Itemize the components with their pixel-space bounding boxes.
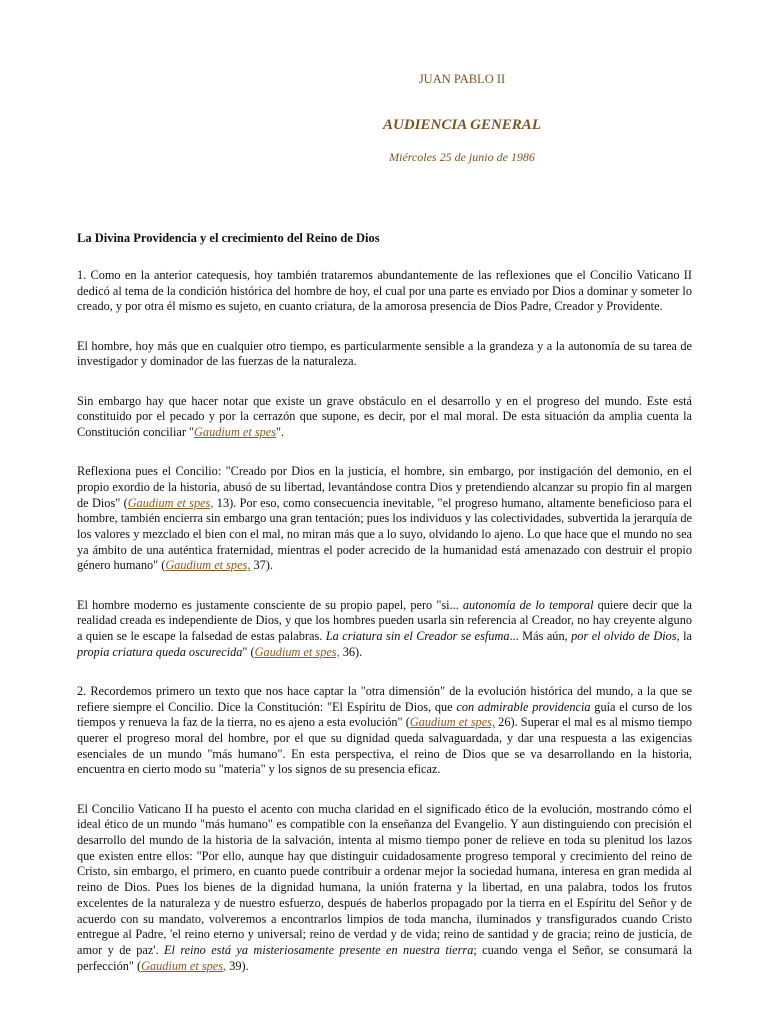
paragraph-7: [77, 802, 692, 975]
text-run: 2. Recordemos primero un texto que nos hace captar la "otra dimensión" de la evolución histórica del mundo, a la que se refiere siempre el Concilio. Dice la Constitución: "El Espíritu de Dios, que: [77, 683, 692, 714]
document-title: AUDIENCIA GENERAL: [383, 117, 541, 133]
gaudium-et-spes-link[interactable]: Gaudium et spes,: [409, 715, 496, 730]
paragraph-4: [77, 464, 692, 574]
text-run: " (: [242, 644, 255, 659]
text-run: 13). Por eso, como consecuencia inevitable, "el progreso humano, altamente beneficioso para el hombre, también encierra sin embargo una gran tentación; pues los individuos y las colectividades, subvertida la jerarquía de los valores y mezclado el bien con el mal, no miran más que a lo suyo, olvidando lo ajeno. Lo que hace que el mundo no sea ya ámbito de una auténtica fraternidad, mientras el poder acrecido de la humanidad está amenazado con destruir el propio género humano" (: [77, 495, 692, 573]
italic-run: El reino está ya misteriosamente presente en nuestra tierra: [163, 942, 474, 957]
paragraph-1: 1. Como en la anterior catequesis, hoy también trataremos abundantemente de las reflexiones que el Concilio Vaticano II dedicó al tema de la condición histórica del hombre de hoy, el cual por una parte es enviado por Dios a dominar y someter lo creado, y por otra él mismo es sujeto, en cuanto criatura, de la amorosa presencia de Dios Padre, Creador y Providente.: [77, 268, 692, 314]
text-run: El hombre moderno es justamente consciente de su propio papel, pero "si...: [77, 597, 463, 612]
gaudium-et-spes-link[interactable]: Gaudium et spes,: [254, 644, 340, 659]
text-run: ; cuando venga el Señor, se consumará la perfección" (: [77, 942, 692, 973]
text-run: ... Más aún,: [509, 628, 572, 643]
paragraph-3: [77, 394, 692, 441]
text-run: 26). Superar el mal es al mismo tiempo querer el progreso moral del hombre, por el que su dignidad queda salvaguardada, y dar una respuesta a las exigencias esenciales de un mundo "más humano". En esta perspectiva, el reino de Dios que se va desarrollando en la historia, encuentra en cierto modo su "materia" y los signos de su presencia eficaz.: [77, 715, 692, 777]
subject-heading: La Divina Providencia y el crecimiento del Reino de Dios: [77, 231, 380, 245]
document-date: Miércoles 25 de junio de 1986: [389, 150, 535, 164]
italic-run: con admirable providencia: [456, 699, 591, 714]
paragraph-5: [77, 598, 692, 661]
italic-run: propia criatura queda oscurecida: [77, 644, 243, 659]
document-body: [77, 268, 692, 998]
author-heading: JUAN PABLO II: [418, 72, 506, 86]
gaudium-et-spes-link[interactable]: Gaudium et spes,: [141, 958, 227, 973]
text-run: 39).: [226, 958, 249, 973]
text-run: Reflexiona pues el Concilio: "Creado por Dios en la justicia, el hombre, sin embargo, por instigación del demonio, en el propio exordio de la historia, abusó de su libertad, levantándose contra Dios y pretendiendo alcanzar su propio fin al margen de Dios" (: [77, 464, 692, 510]
gaudium-et-spes-link[interactable]: Gaudium et spes,: [127, 495, 214, 510]
italic-run: La criatura sin el Creador se esfuma: [325, 628, 510, 643]
text-run: quiere decir que la realidad creada es independiente de Dios, y que los hombres pueden usarla sin referencia al Creador, no hay creyente alguno a quien se le escape la falsedad de estas palabras.: [77, 597, 692, 643]
text-run: , la: [676, 628, 693, 643]
text-run: El Concilio Vaticano II ha puesto el acento con mucha claridad en el significado ético de la evolución, mostrando cómo el ideal ético de un mundo "más humano" es compatible con la enseñanza del Evangelio. Y aun distinguiendo con precisión el desarrollo del mundo de la historia de la salvación, intenta al mismo tiempo poner de relieve en toda su plenitud los lazos que existen entre ellos: "Por ello, aunque hay que distinguir cuidadosamente progreso temporal y crecimiento del reino de Cristo, sin embargo, el primero, en cuanto puede contribuir a ordenar mejor la sociedad humana, interesa en gran medida al reino de Dios. Pues los bienes de la dignidad humana, la unión fraterna y la libertad, en una palabra, todos los frutos excelentes de la naturaleza y de nuestro esfuerzo, después de haberlos propagado por la tierra en el Espíritu del Señor y de acuerdo con su mandato, volveremos a encontrarlos limpios de toda mancha, iluminados y transfigurados cuando Cristo entregue al Padre, 'el reino eterno y universal; reino de verdad y de vida; reino de santidad y de gracia; reino de justicia, de amor y de paz'.: [77, 801, 692, 957]
italic-run: por el olvido de Dios: [571, 628, 677, 643]
text-run: guía el curso de los tiempos y renueva la faz de la tierra, no es ajeno a esta evolución" (: [77, 699, 692, 730]
gaudium-et-spes-link[interactable]: Gaudium et spes,: [165, 558, 251, 573]
text-run: 36).: [339, 644, 363, 659]
italic-run: autonomía de lo temporal: [462, 597, 594, 612]
text-run: ".: [276, 424, 285, 439]
text-run: Sin embargo hay que hacer notar que existe un grave obstáculo en el desarrollo y en el progreso del mundo. Este está constituido por el pecado y por la cerrazón que supone, es decir, por el mal moral. De esta situación da amplia cuenta la Constitución conciliar ": [77, 393, 692, 439]
text-run: 37).: [250, 558, 273, 573]
paragraph-2: El hombre, hoy más que en cualquier otro tiempo, es particularmente sensible a la grandeza y a la autonomía de su tarea de investigador y dominador de las fuerzas de la naturaleza.: [77, 338, 692, 369]
gaudium-et-spes-link[interactable]: Gaudium et spes: [194, 424, 277, 439]
paragraph-6: [77, 684, 692, 778]
